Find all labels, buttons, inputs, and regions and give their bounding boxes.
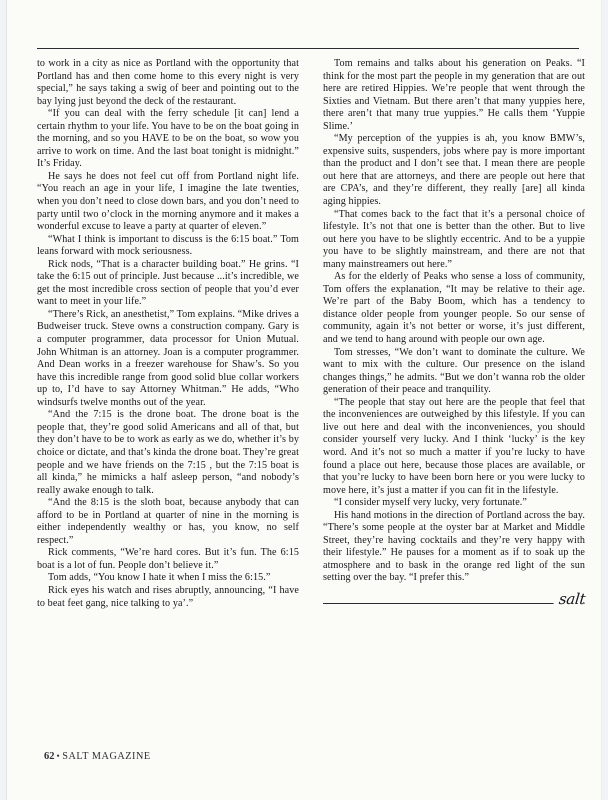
paragraph: “My perception of the yuppies is ah, you know BMW’s, expensive suits, suspenders, jobs where pay is more important than the product and I don’t see that. I mean there are people out here that are attorneys, and there are people out here that are CPA’s, and they’re different, they really [are] all kinda aging hippies. [323,133,585,208]
paragraph: “What I think is important to discuss is the 6:15 boat.” Tom leans forward with mock seriousness. [37,233,299,258]
end-rule [323,603,585,604]
paragraph: “The people that stay out here are the people that feel that the inconveniences are outweighed by this lifestyle. If you can live out here and deal with the inconveniences, you should consider yourself very lucky. And I think ‘lucky’ is the key word. And it’s not so much a matter if you’re lucky to have found a place out here, because those places are available, or that you’re lucky to have been born here or you were lucky to move here, it’s just a matter if you can fit in the lifestyle. [323,396,585,496]
two-column-body [37,58,586,614]
paragraph: Rick eyes his watch and rises abruptly, announcing, “I have to beat feet gang, nice talking to ya’.” [37,584,299,609]
paragraph: As for the elderly of Peaks who sense a loss of community, Tom offers the explanation, “It may be relative to their age. We’re part of the Baby Boom, which has a tendency to distance older people from younger people. So our sense of community, again it’s not better or worse, it’s just different, and we tend to hang around with people our own age. [323,271,585,346]
paragraph: He says he does not feel cut off from Portland night life. “You reach an age in your life, I imagine the late twenties, when you don’t need to close down bars, and you don’t need to party until two o’clock in the morning anymore and it makes a wonderful excuse to leave a party at quarter of eleven.” [37,170,299,233]
page-footer [44,751,151,762]
paragraph: His hand motions in the direction of Portland across the bay. “There’s some people at the oyster bar at Market and Middle Street, they’re having cocktails and they’re very happy with their lifestyle.” He pauses for a moment as if to soak up the atmosphere and to bask in the orange red light of the sun setting over the bay. “I prefer this.” [323,509,585,584]
left-column [37,58,299,614]
magazine-name: SALT MAGAZINE [62,751,151,762]
right-column [323,58,585,614]
page-number: 62 [44,751,55,762]
header-rule [37,48,579,49]
paragraph: to work in a city as nice as Portland with the opportunity that Portland has and then come home to this every night is very special,” he says taking a swig of beer and pointing out to the bay lying just beyond the deck of the restaurant. [37,58,299,107]
paragraph: Tom remains and talks about his generation on Peaks. “I think for the most part the people in my generation that are out here are retired Hippies. We’re people that went through the Sixties and Vietnam. But there aren’t that many yuppies here, there aren’t that many true yuppies.” He calls them ‘Yuppie Slime.’ [323,58,585,132]
paragraph: “I consider myself very lucky, very fortunate.” [334,497,527,509]
paragraph: “And the 8:15 is the sloth boat, because anybody that can afford to be in Portland at quarter of nine in the morning is either independently wealthy or has, you know, no self respect.” [37,497,299,546]
paragraph: Rick comments, “We’re hard cores. But it’s fun. The 6:15 boat is a lot of fun. People don’t believe it.” [37,547,299,571]
salt-logotype: salt [553,590,586,608]
paragraph: Tom stresses, “We don’t want to dominate the culture. We want to mix with the culture. Our presence on the island changes things,” he admits. “But we don’t wanna rob the older generation of their peace and tranquility. [323,346,585,396]
magazine-page [6,0,602,800]
paragraph: Tom adds, “You know I hate it when I miss the 6:15.” [48,572,271,584]
paragraph: “And the 7:15 is the drone boat. The drone boat is the people that, they’re good solid Americans and all of that, but they don’t have to be to work as early as we do, whether it’s by choice or dictate, and that’s kinda the drone boat. They’re great people and we have friends on the 7:15 , but the 7:15 boat is all kinda,” he mimicks a half asleep person, “and nobody’s really awake enough to talk. [37,409,299,496]
paragraph: “That comes back to the fact that it’s a personal choice of lifestyle. It’s not that one is better than the other. But to live out here you have to be slightly eccentric. And to be a yuppie you have to be slightly mainstream, and there are not that many mainstreamers out here.” [323,208,585,270]
paragraph: “There’s Rick, an anesthetist,” Tom explains. “Mike drives a Budweiser truck. Steve owns a construction company. Gary is a computer programmer, data processor for Union Mutual. John Whitman is an attorney. Joan is a computer programmer. And Dean works in a freezer warehouse for Shaw’s. So you have this incredible range from good solid blue collar workers up to, I’d have to say Attorney Whitman.” He adds, “Who windsurfs twelve months out of the year. [37,308,299,408]
paragraph: Rick nods, “That is a character building boat.” He grins. “I take the 6:15 out of principle. Just because ...it’s incredible, we get the most incredible cross section of people that you’d ever want to meet in your life.” [37,258,299,308]
article-end-marker [323,589,586,614]
paragraph: “If you can deal with the ferry schedule [it can] lend a certain rhythm to your life. You have to be on the boat going in the morning, and so you HAVE to be on the boat, so wow you arrive to work on time. And the last boat tonight is midnight.” It’s Friday. [37,108,299,170]
footer-separator: • [56,751,61,761]
